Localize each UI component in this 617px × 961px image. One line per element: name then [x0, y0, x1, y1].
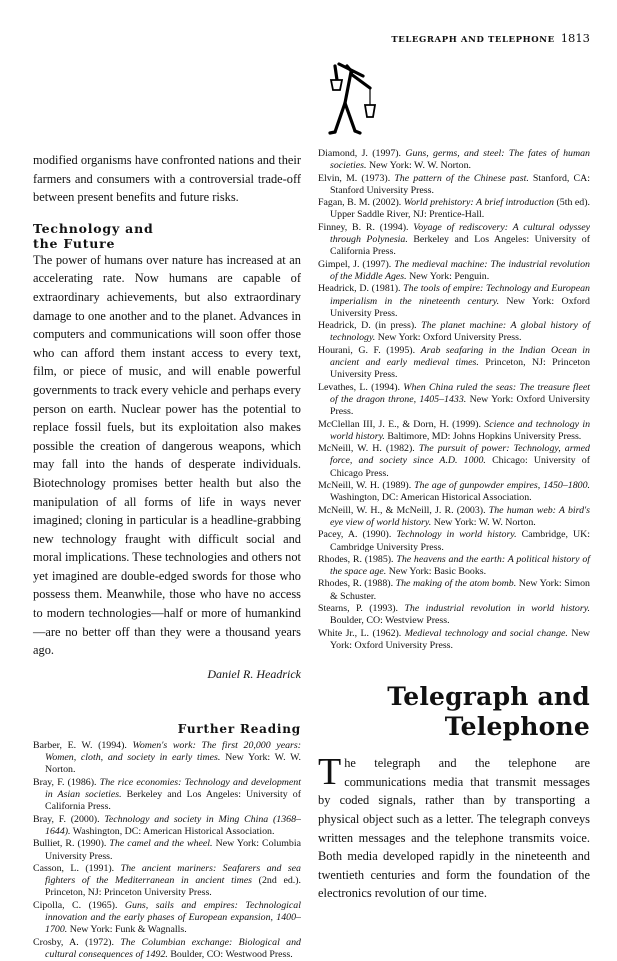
reference-publisher: New York: Oxford University Press. [330, 627, 590, 651]
reference-entry [318, 578, 590, 603]
reference-author: Elvin, M. (1973). [318, 172, 395, 184]
intro-paragraph: modified organisms have confronted nations and their farmers and consumers with a controversial trade-off between present benefits and future risks. [33, 153, 301, 205]
page-number: 1813 [560, 31, 590, 45]
article-intro-text: he telegraph and the telephone are communications media that transmit messages by coded signals, rather than by transporting a physical object such as a letter. The telegraph conveys written messages and the telephone transmits voice. Both media developed rapidly in the nineteenth and twentieth centuries and form the foundation of the electronics revolution of our time. [318, 756, 590, 901]
running-title: TELEGRAPH AND TELEPHONE [391, 35, 555, 45]
reference-author: Cipolla, C. (1965). [33, 899, 125, 911]
reference-publisher: Princeton, NJ: Princeton University Press. [330, 357, 591, 381]
reference-title: World prehistory: A brief introduction [403, 197, 554, 209]
reference-author: Finney, B. R. (1994). [318, 221, 414, 233]
reference-author: McClellan III, J. E., & Dorn, H. (1999). [318, 418, 485, 430]
reference-publisher: New York: Oxford University Press. [375, 332, 522, 344]
reference-publisher: Stanford, CA: Stanford University Press. [330, 172, 590, 196]
reference-title: The heavens and the earth: A political history of the space age. [330, 553, 590, 578]
reference-entry [318, 259, 590, 284]
reference-author: Casson, L. (1991). [33, 862, 121, 874]
reference-entry [318, 554, 590, 579]
running-header [318, 30, 590, 48]
reference-title: The human web: A bird's eye view of world history. [330, 504, 590, 528]
reference-title: The camel and the wheel. [109, 838, 213, 850]
reference-title: Technology and society in Ming China (1368–1644). [45, 813, 301, 837]
reference-publisher: New York: Oxford University Press. [330, 295, 590, 319]
drop-cap: T [318, 751, 342, 794]
reference-entry [318, 197, 590, 222]
reference-title: Guns, germs, and steel: The fates of human societies. [330, 148, 590, 172]
reference-author: Rhodes, R. (1988). [318, 578, 396, 590]
references-left-column [33, 740, 301, 961]
left-column [33, 151, 301, 961]
reference-publisher: Baltimore, MD: Johns Hopkins University Press. [384, 430, 582, 442]
reference-entry [33, 900, 301, 937]
reference-publisher: (2nd ed.). Princeton, NJ: Princeton University Press. [45, 875, 301, 899]
reference-publisher: New York: Penguin. [406, 270, 490, 282]
reference-title: Guns, sails and empires: Technological innovation and the early phases of European expansion, 1400–1700. [45, 899, 301, 936]
reference-title: Voyage of rediscovery: A cultural odyssey through Polynesia. [330, 221, 590, 246]
reference-title: The pattern of the Chinese past. [394, 172, 529, 184]
reference-entry [318, 480, 590, 505]
reference-publisher: Berkeley and Los Angeles: University of California Press. [330, 234, 590, 258]
article-intro [318, 751, 590, 903]
reference-author: Gimpel, J. (1997). [318, 258, 395, 270]
reference-publisher: New York: W. W. Norton. [366, 160, 472, 172]
reference-author: Rhodes, R. (1985). [318, 553, 397, 565]
reference-entry [318, 148, 590, 173]
reference-entry [318, 382, 590, 419]
reference-author: McNeill, W. H. (1989). [318, 480, 415, 492]
further-reading-heading: Further Reading [177, 721, 301, 736]
reference-publisher: Boulder, CO: Westwood Press. [167, 948, 293, 960]
reference-title: Medieval technology and social change. [404, 627, 568, 639]
reference-entry [33, 814, 301, 839]
reference-title: The industrial revolution in world history. [404, 602, 591, 614]
reference-title: The planet machine: A global history of technology. [330, 320, 590, 344]
reference-title: The age of gunpowder empires, 1450–1800. [414, 480, 590, 492]
reference-entry [318, 173, 590, 198]
reference-author: Crosby, A. (1972). [33, 936, 121, 948]
reference-author: Barber, E. W. (1994). [33, 739, 133, 751]
reference-entry [33, 838, 301, 863]
article-title-line: Telegraph and [387, 682, 590, 712]
reference-publisher: New York: Basic Books. [386, 566, 487, 578]
reference-entry [318, 283, 590, 320]
reference-entry [318, 529, 590, 554]
section-heading [33, 221, 301, 251]
section-heading-line: the Future [33, 235, 116, 251]
reference-author: Bray, F. (1986). [33, 776, 100, 788]
author-signature: Daniel R. Headrick [207, 666, 301, 681]
reference-title: When China ruled the seas: The treasure fleet of the dragon throne, 1405–1433. [330, 381, 590, 405]
reference-entry [318, 443, 590, 480]
reference-entry [318, 603, 590, 628]
reference-publisher: Berkeley and Los Angeles: University of California Press. [45, 789, 302, 813]
reference-entry [318, 628, 590, 653]
right-column [318, 30, 590, 903]
reference-title: The ancient mariners: Seafarers and sea fighters of the Mediterranean in ancient times [45, 862, 301, 887]
reference-author: Pacey, A. (1990). [318, 529, 397, 541]
reference-title: Arab seafaring in the Indian Ocean in ancient and early medieval times. [330, 344, 590, 369]
reference-entry [33, 937, 301, 961]
reference-title: The tools of empire: Technology and European imperialism in the nineteenth century. [330, 283, 590, 307]
reference-entry [318, 345, 590, 382]
reference-title: Science and technology in world history. [330, 418, 591, 442]
article-title-line: Telephone [444, 712, 590, 742]
reference-publisher: Chicago: University of Chicago Press. [330, 455, 590, 479]
reference-publisher: New York: Oxford University Press. [330, 393, 590, 418]
reference-publisher: New York: W. W. Norton. [431, 516, 536, 528]
reference-publisher: Washington, DC: American Historical Association. [70, 825, 275, 837]
reference-publisher: (5th ed). Upper Saddle River, NJ: Prentice-Hall. [330, 197, 590, 221]
reference-entry [318, 320, 590, 345]
reference-publisher: New York: Funk & Wagnalls. [67, 924, 187, 936]
reference-publisher: Washington, DC: American Historical Association. [330, 492, 532, 504]
reference-author: White Jr., L. (1962). [318, 627, 405, 639]
reference-author: McNeill, W. H. (1982). [318, 443, 419, 455]
reference-author: McNeill, W. H., & McNeill, J. R. (2003). [318, 504, 489, 516]
reference-publisher: New York: W. W. Norton. [45, 752, 302, 776]
reference-author: Bray, F. (2000). [33, 813, 105, 825]
reference-author: Hourani, G. F. (1995). [318, 344, 421, 356]
references-right-column [318, 148, 590, 652]
reference-title: The Columbian exchange: Biological and cultural consequences of 1492. [45, 936, 301, 960]
reference-entry [318, 419, 590, 444]
reference-entry [33, 740, 301, 777]
reference-title: The pursuit of power: Technology, armed force, and society since A.D. 1000. [330, 443, 590, 467]
reference-entry [33, 863, 301, 900]
reference-entry [33, 777, 301, 814]
reference-title: The making of the atom bomb. [395, 578, 517, 590]
section-paragraph: The power of humans over nature has increased at an accelerating rate. Now humans are capable of extraordinary achievements, but also extraordinary damage to one another and to the planet. Advances in computers and communications will soon offer those who can afford them instant access to every text, film, or piece of music, and will enable powerful governments to track every vehicle and perhaps every person on earth. Nuclear power has the potential to replace fossil fuels, but its exploitation also makes possible the creation of dangerous weapons, which may fall into the hands of desperate individuals. Biotechnology promises better health but also the manipulation of all forms of life in ways never imagined; cloning in particular is a headline-grabbing new technology fraught with difficult social and moral implications. These technologies and others not yet imagined are double-edged swords for those who possess them. Meanwhile, those who have no access to modern technologies—half or more of humankind—are no better off than they were a thousand years ago. [33, 252, 301, 658]
reference-author: Fagan, B. M. (2002). [318, 197, 404, 209]
reference-author: Bulliet, R. (1990). [33, 838, 110, 850]
reference-title: Technology in world history. [396, 529, 517, 541]
article-title [318, 682, 590, 742]
reference-entry [318, 505, 590, 530]
reference-title: Women's work: The first 20,000 years: Women, cloth, and society in early times. [45, 739, 301, 764]
reference-author: Levathes, L. (1994). [318, 381, 404, 393]
reference-title: The medieval machine: The industrial revolution of the Middle Ages. [330, 258, 590, 282]
reference-author: Diamond, J. (1997). [318, 148, 406, 159]
section-heading-line: Technology and [33, 220, 154, 236]
reference-publisher: Cambridge, UK: Cambridge University Press. [330, 529, 590, 553]
reference-publisher: New York: Simon & Schuster. [330, 578, 590, 602]
reference-publisher: Boulder, CO: Westview Press. [330, 615, 450, 627]
reference-author: Headrick, D. (1981). [318, 283, 404, 295]
reference-title: The rice economies: Technology and development in Asian societies. [45, 776, 301, 801]
reference-entry [318, 222, 590, 259]
reference-author: Stearns, P. (1993). [318, 602, 405, 614]
reference-author: Headrick, D. (in press). [318, 320, 422, 332]
water-carrier-pictogram-icon [325, 58, 385, 138]
reference-publisher: New York: Columbia University Press. [45, 838, 301, 862]
